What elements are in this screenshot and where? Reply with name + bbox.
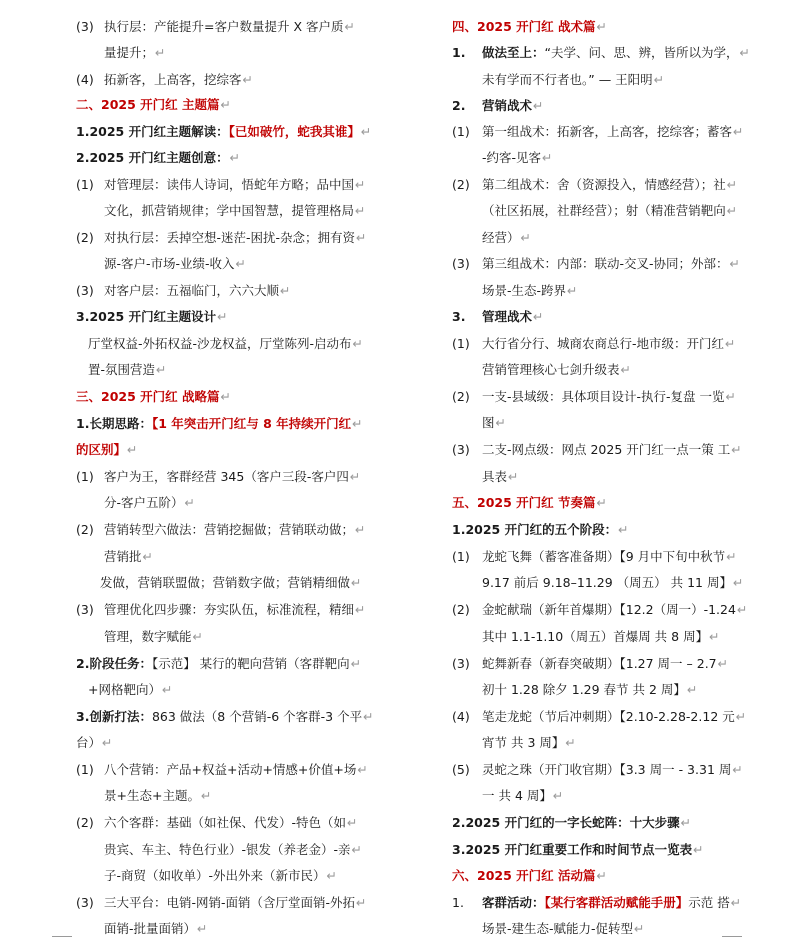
paragraph-mark-icon: ↵ (155, 45, 166, 60)
line-text (104, 281, 291, 301)
paragraph-mark-icon: ↵ (350, 656, 362, 671)
text-run: “夫学、问、思、辨，皆所以为学， (544, 45, 739, 60)
paragraph-mark-icon: ↵ (686, 682, 698, 697)
paragraph-mark-icon: ↵ (726, 203, 738, 218)
list-number: 1. (452, 45, 466, 60)
list-number: 1. (452, 895, 464, 910)
list-number: (1) (76, 177, 94, 192)
text-run: 龙蛇飞舞（蓄客准备期）【9 月中下旬中秋节 (482, 549, 726, 564)
paragraph-mark-icon: ↵ (680, 815, 692, 830)
text-run: （社区拓展，社群经营）；射（精准营销靶向 (482, 203, 726, 218)
text-run: -约客-见客 (482, 150, 542, 165)
text-run: 的区别】 (76, 442, 127, 457)
paragraph-mark-icon: ↵ (726, 549, 737, 564)
line-text (104, 254, 246, 274)
paragraph-mark-icon: ↵ (326, 868, 338, 883)
list-number: 2. (452, 98, 466, 113)
text-run: 场景-建生态-赋能力-促转型 (482, 921, 634, 936)
paragraph-mark-icon: ↵ (352, 416, 363, 431)
line-text (76, 440, 138, 460)
text-run: 三、2025 开门红 战略篇 (76, 389, 220, 404)
line-text (482, 547, 737, 567)
line-text (482, 122, 744, 142)
list-number: (2) (76, 522, 94, 537)
paragraph-mark-icon: ↵ (220, 389, 231, 404)
text-run: 置-氛围营造 (88, 362, 156, 377)
paragraph-mark-icon: ↵ (729, 256, 741, 271)
paragraph-mark-icon: ↵ (220, 97, 231, 112)
list-number: (3) (452, 442, 470, 457)
line-text (482, 467, 519, 487)
paragraph-mark-icon: ↵ (344, 19, 355, 34)
line-text (76, 148, 240, 168)
paragraph-mark-icon: ↵ (725, 336, 736, 351)
paragraph-mark-icon: ↵ (495, 415, 506, 430)
line-text (104, 893, 367, 913)
paragraph-mark-icon: ↵ (732, 762, 743, 777)
paragraph-mark-icon: ↵ (596, 495, 607, 510)
paragraph-mark-icon: ↵ (127, 442, 138, 457)
list-number: (1) (452, 549, 470, 564)
line-text (104, 786, 211, 806)
line-text (104, 627, 203, 647)
line-text (482, 707, 746, 727)
line-text (482, 733, 576, 753)
list-number: (4) (76, 72, 94, 87)
paragraph-mark-icon: ↵ (653, 72, 665, 87)
text-run: 管理优化四步骤：夯实队伍，标准流程，精细 (104, 602, 355, 617)
line-text (482, 281, 578, 301)
paragraph-mark-icon: ↵ (717, 656, 729, 671)
paragraph-mark-icon: ↵ (620, 362, 631, 377)
text-run: 文化，抓营销规律；学中国智慧，提管理格局 (104, 203, 355, 218)
text-run: 一支-县域级：具体项目设计-执行-复盘 一览 (482, 389, 725, 404)
line-text (482, 96, 544, 116)
line-text (482, 254, 740, 274)
line-text (482, 440, 742, 460)
paragraph-mark-icon: ↵ (352, 336, 364, 351)
text-run: 六个客群：基础（如社保、代发）-特色（如 (104, 815, 347, 830)
line-text (76, 122, 371, 142)
text-run: 【已如破竹，蛇我其谁】 (228, 124, 360, 139)
paragraph-mark-icon: ↵ (508, 469, 519, 484)
line-text (104, 547, 153, 567)
paragraph-mark-icon: ↵ (229, 150, 241, 165)
text-run: 客群活动： (482, 895, 545, 910)
text-run: 对客户层：五福临门，六六大顺 (104, 283, 280, 298)
line-text (482, 175, 737, 195)
text-run: 二、2025 开门红 主题篇 (76, 97, 220, 112)
text-run: 示范 搭 (688, 895, 730, 910)
text-run: 拓新客，上高客，挖综客 (104, 72, 242, 87)
line-text (104, 201, 366, 221)
text-run: 第一组战术：拓新客，上高客，挖综客；蓄客 (482, 124, 733, 139)
line-text (76, 733, 113, 753)
text-run: 【1 年突击开门红与 8 年持续开门红 (151, 416, 352, 431)
paragraph-mark-icon: ↵ (349, 469, 361, 484)
paragraph-mark-icon: ↵ (736, 602, 748, 617)
paragraph-mark-icon: ↵ (356, 230, 367, 245)
paragraph-mark-icon: ↵ (596, 868, 607, 883)
text-run: 2.2025 开门红主题创意： (76, 150, 229, 165)
text-run: 图 (482, 415, 495, 430)
line-text (76, 95, 231, 115)
line-text (482, 760, 743, 780)
paragraph-mark-icon: ↵ (533, 98, 544, 113)
text-run: 大行省分行、城商农商总行-地市级：开门红 (482, 336, 725, 351)
paragraph-mark-icon: ↵ (356, 895, 367, 910)
line-text (88, 334, 363, 354)
line-text (76, 387, 231, 407)
text-run: 五、2025 开门红 节奏篇 (452, 495, 596, 510)
text-run: 分-客户五阶） (104, 495, 184, 510)
text-run: 三大平台：电销-网销-面销（含厅堂面销-外拓 (104, 895, 356, 910)
paragraph-mark-icon: ↵ (242, 72, 253, 87)
list-number: (3) (452, 656, 470, 671)
list-number: (1) (76, 762, 94, 777)
list-number: (3) (76, 283, 94, 298)
line-text (104, 840, 362, 860)
list-number: (3) (452, 256, 470, 271)
line-text (482, 201, 737, 221)
text-run: 八个营销：产品+权益+活动+情感+价值+场 (104, 762, 357, 777)
paragraph-mark-icon: ↵ (184, 495, 195, 510)
paragraph-mark-icon: ↵ (731, 442, 742, 457)
paragraph-mark-icon: ↵ (200, 788, 212, 803)
text-run: 经营） (482, 230, 520, 245)
line-text (482, 919, 645, 939)
text-run: 【某行客群活动赋能手册】 (544, 895, 689, 910)
text-run: 初十 1.28 除夕 1.29 春节 共 2 周】 (482, 682, 686, 697)
text-run: 厅堂权益-外拓权益-沙龙权益，厅堂陈列-启动布 (88, 336, 352, 351)
line-text (482, 148, 553, 168)
text-run: 营销批 (104, 549, 142, 564)
line-text (452, 866, 607, 886)
text-run: 场景-生态-跨界 (482, 283, 567, 298)
list-number: 3. (452, 309, 466, 324)
text-run: 金蛇献瑞（新年首爆期）【12.2（周一）-1.24 (482, 602, 736, 617)
paragraph-mark-icon: ↵ (542, 150, 553, 165)
text-run: 二支-网点级：网点 2025 开门红一点一策 工 (482, 442, 731, 457)
line-text (482, 43, 750, 63)
line-text (482, 228, 531, 248)
list-number: (2) (452, 177, 470, 192)
paragraph-mark-icon: ↵ (596, 19, 607, 34)
paragraph-mark-icon: ↵ (725, 389, 736, 404)
text-run: 做法至上： (482, 45, 545, 60)
text-run: 营销战术 (482, 98, 533, 113)
text-run: 9.17 前后 9.18–11.29 （周五） 共 11 周】 (482, 575, 732, 590)
text-run: 1.2025 开门红的五个阶段： (452, 522, 618, 537)
line-text (104, 600, 366, 620)
line-text (104, 760, 368, 780)
line-text (104, 493, 195, 513)
text-run: 贵宾、车主、特色行业）-银发（养老金）-亲 (104, 842, 351, 857)
line-text (104, 813, 358, 833)
line-text (88, 680, 172, 700)
text-run: 对执行层：丢掉空想-迷茫-困扰-杂念；拥有资 (104, 230, 356, 245)
line-text (76, 414, 363, 434)
paragraph-mark-icon: ↵ (726, 177, 738, 192)
text-run: 863 做法（8 个营销-6 个客群-3 个平 (151, 709, 363, 724)
text-run: 营销管理核心七剑升级表 (482, 362, 620, 377)
line-text (104, 228, 367, 248)
line-text (482, 654, 728, 674)
text-run: 笔走龙蛇（节后冲刺期）【2.10-2.28-2.12 元 (482, 709, 735, 724)
paragraph-mark-icon: ↵ (733, 124, 744, 139)
list-number: (3) (76, 19, 94, 34)
paragraph-mark-icon: ↵ (235, 256, 247, 271)
paragraph-mark-icon: ↵ (567, 283, 578, 298)
line-text (482, 360, 631, 380)
list-number: (1) (76, 469, 94, 484)
line-text (76, 654, 361, 674)
line-text (104, 919, 208, 939)
text-run: 六、2025 开门红 活动篇 (452, 868, 596, 883)
list-number: (3) (76, 602, 94, 617)
list-number: (3) (76, 895, 94, 910)
line-text (482, 413, 506, 433)
line-text (104, 17, 355, 37)
text-run: 子-商贸（如收单）-外出外来（新市民） (104, 868, 326, 883)
paragraph-mark-icon: ↵ (156, 362, 167, 377)
text-run: 其中 1.1-1.10（周五）首爆周 共 8 周】 (482, 629, 709, 644)
line-text (482, 334, 736, 354)
line-text (104, 467, 360, 487)
line-text (88, 360, 167, 380)
paragraph-mark-icon: ↵ (142, 549, 153, 564)
text-run: 2.阶段任务： (76, 656, 152, 671)
paragraph-mark-icon: ↵ (192, 629, 203, 644)
paragraph-mark-icon: ↵ (360, 124, 372, 139)
text-run: 1.2025 开门红主题解读： (76, 124, 229, 139)
paragraph-mark-icon: ↵ (634, 921, 645, 936)
paragraph-mark-icon: ↵ (217, 309, 228, 324)
paragraph-mark-icon: ↵ (355, 602, 366, 617)
text-run: 第二组战术：舍（资源投入，情感经营）；社 (482, 177, 726, 192)
text-run: 具表 (482, 469, 508, 484)
paragraph-mark-icon: ↵ (552, 788, 564, 803)
paragraph-mark-icon: ↵ (709, 629, 720, 644)
text-run: 3.2025 开门红重要工作和时间节点一览表 (452, 842, 693, 857)
paragraph-mark-icon: ↵ (102, 735, 113, 750)
paragraph-mark-icon: ↵ (357, 762, 368, 777)
line-text (482, 600, 747, 620)
line-text (104, 43, 166, 63)
text-run: 四、2025 开门红 战术篇 (452, 19, 596, 34)
paragraph-mark-icon: ↵ (739, 45, 750, 60)
paragraph-mark-icon: ↵ (693, 842, 704, 857)
list-number: (1) (452, 336, 470, 351)
paragraph-mark-icon: ↵ (520, 230, 531, 245)
text-run: 灵蛇之珠（开门收官期）【3.3 周一 - 3.31 周 (482, 762, 732, 777)
line-text (482, 573, 743, 593)
line-text (104, 520, 366, 540)
text-run: 宵节 共 3 周】 (482, 735, 565, 750)
paragraph-mark-icon: ↵ (351, 575, 362, 590)
text-run: 管理，数字赋能 (104, 629, 192, 644)
line-text (76, 307, 228, 327)
line-text (104, 866, 337, 886)
line-text (452, 840, 704, 860)
list-number: (5) (452, 762, 470, 777)
line-text (482, 786, 563, 806)
text-run: 发做，营销联盟做；营销数字做；营销精细做 (100, 575, 351, 590)
paragraph-mark-icon: ↵ (355, 522, 366, 537)
paragraph-mark-icon: ↵ (730, 895, 742, 910)
text-run: 营销转型六做法：营销挖掘做；营销联动做； (104, 522, 355, 537)
paragraph-mark-icon: ↵ (197, 921, 208, 936)
line-text (482, 680, 697, 700)
text-run: 一 共 4 周】 (482, 788, 552, 803)
paragraph-mark-icon: ↵ (735, 709, 747, 724)
line-text (482, 70, 664, 90)
text-run: 源-客户-市场-业绩-收入 (104, 256, 235, 271)
paragraph-mark-icon: ↵ (618, 522, 629, 537)
text-run: 【示范】 某行的靶向营销（客群靶向 (151, 656, 350, 671)
list-number: (2) (452, 389, 470, 404)
line-text (452, 493, 607, 513)
paragraph-mark-icon: ↵ (732, 575, 744, 590)
text-run: 未有学而不行者也。” — 王阳明 (482, 72, 653, 87)
list-number: (2) (452, 602, 470, 617)
text-run: 对管理层：读伟人诗词，悟蛇年方略；品中国 (104, 177, 355, 192)
line-text (100, 573, 362, 593)
text-run: 景+生态+主题。 (104, 788, 200, 803)
line-text (452, 813, 691, 833)
paragraph-mark-icon: ↵ (533, 309, 544, 324)
text-run: 蛇舞新春（新春突破期）【1.27 周一 – 2.7 (482, 656, 717, 671)
paragraph-mark-icon: ↵ (351, 842, 363, 857)
paragraph-mark-icon: ↵ (363, 709, 374, 724)
paragraph-mark-icon: ↵ (280, 283, 291, 298)
line-text (482, 387, 736, 407)
text-run: +网格靶向） (88, 682, 161, 697)
paragraph-mark-icon: ↵ (161, 682, 173, 697)
line-text (104, 175, 366, 195)
paragraph-mark-icon: ↵ (355, 203, 366, 218)
text-run: 客户为王，客群经营 345（客户三段-客户四 (104, 469, 349, 484)
text-run: 1.长期思路： (76, 416, 152, 431)
paragraph-mark-icon: ↵ (347, 815, 358, 830)
line-text (104, 70, 253, 90)
text-run: 管理战术 (482, 309, 533, 324)
text-run: 2.2025 开门红的一字长蛇阵：十大步骤 (452, 815, 680, 830)
text-run: 台） (76, 735, 102, 750)
line-text (76, 707, 374, 727)
text-run: 3.2025 开门红主题设计 (76, 309, 217, 324)
text-run: 第三组战术：内部：联动-交叉-协同；外部： (482, 256, 729, 271)
paragraph-mark-icon: ↵ (565, 735, 576, 750)
paragraph-mark-icon: ↵ (355, 177, 366, 192)
line-text (482, 893, 741, 913)
list-number: (4) (452, 709, 470, 724)
text-run: 3.创新打法： (76, 709, 152, 724)
line-text (482, 307, 544, 327)
text-run: 执行层：产能提升=客户数量提升 X 客户质 (104, 19, 344, 34)
list-number: (1) (452, 124, 470, 139)
line-text (452, 17, 607, 37)
list-number: (2) (76, 815, 94, 830)
line-text (482, 627, 720, 647)
list-number: (2) (76, 230, 94, 245)
line-text (452, 520, 629, 540)
text-run: 面销-批量面销） (104, 921, 197, 936)
text-run: 量提升； (104, 45, 155, 60)
